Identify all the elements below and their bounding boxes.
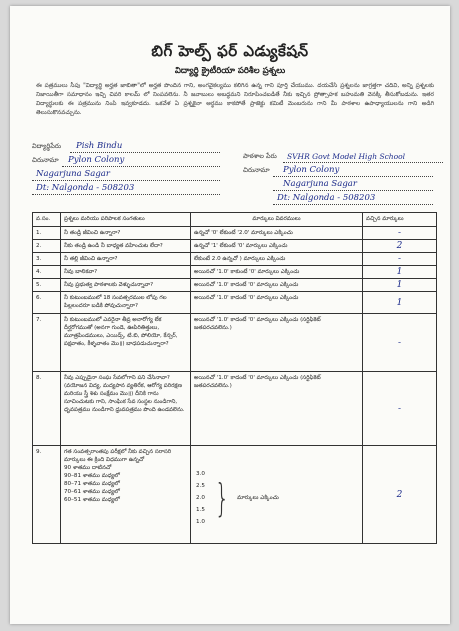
gpa-range-5: 60–51 శాతము మధ్యలో xyxy=(64,497,120,503)
school-address-value-1[interactable]: Pylon Colony xyxy=(283,165,340,175)
table-row xyxy=(33,446,437,544)
row-question: నీ కుటుంబములో ఎవరైనా తీవ్ర అనారోగ్య లేక దీర్ఘరోగముతో (అనగా గుండె, ఊపిరితిత్తులు, మూత్రపిండములు, ఎయిడ్స్, టి.బి, పోలియో, కేన్సర్, పక్షవాతం, కీళ్ళవాతం మొ॥) బాధపడుచున్నారా? xyxy=(61,314,191,372)
gpa-question-text: గత సంవత్సరాంతపు పరీక్షలో నీకు వచ్చిన సరాసరి మార్కులు ఈ క్రింది విధముగా ఉన్నచో xyxy=(64,449,172,463)
row-number: 3. xyxy=(33,253,61,266)
row-score[interactable]: 1 xyxy=(363,292,437,314)
school-name-label: పాఠశాల పేరు xyxy=(243,152,277,160)
gpa-range-1: 90 శాతము దాటినచో xyxy=(64,465,112,471)
score-value: 2.5 xyxy=(196,483,205,489)
school-address-line-1 xyxy=(273,176,433,177)
student-name-value[interactable]: Pish Bindu xyxy=(76,141,123,151)
score-value: 2.0 xyxy=(196,495,205,501)
table-header-row xyxy=(33,213,437,227)
row-score[interactable]: - xyxy=(363,227,437,240)
row-marks-rule: అయినచో '1.0' కాదంటే '0' మార్కులు ఎక్కించు (సర్టిఫికెట్ జతపరచవలెను.) xyxy=(191,372,363,446)
gpa-range-4: 70–61 శాతము మధ్యలో xyxy=(64,489,120,495)
document-subtitle: విద్యార్థి క్రైటీరియా పరిశీల ప్రశ్నలు xyxy=(174,66,286,76)
table-row xyxy=(33,240,437,253)
row-score[interactable]: 2 xyxy=(363,446,437,544)
table-row xyxy=(33,292,437,314)
student-name-label: విద్యార్థిపేరు xyxy=(32,142,61,150)
header-marks-details: మార్కులు వివరములు xyxy=(191,213,363,227)
gpa-range-2: 90–81 శాతము మధ్యలో xyxy=(64,473,120,479)
student-address-value-2[interactable]: Nagarjuna Sagar xyxy=(36,169,110,179)
table-row xyxy=(33,279,437,292)
school-address-line-3 xyxy=(273,204,433,205)
score-values-list xyxy=(194,466,207,530)
header-question: ప్రశ్నలు మరియు పరిపాలక సంగతులు xyxy=(61,213,191,227)
row-marks-rule: ఉన్నచో '1' లేకుంటే '0' మార్కులు ఎక్కించు xyxy=(191,240,363,253)
school-address-value-2[interactable]: Nagarjuna Sagar xyxy=(283,179,357,189)
row-marks-rule: ఉన్నచో '0' లేకుంటే '2.0' మార్కులు ఎక్కించు xyxy=(191,227,363,240)
document-page xyxy=(10,6,450,624)
student-info-block xyxy=(32,141,222,197)
gpa-range-3: 80–71 శాతము మధ్యలో xyxy=(64,481,120,487)
instructions-paragraph: ఈ పత్రములు సీపు "విద్యార్థి అర్హత జాబితా"లో అర్హత పొందిన గాని, అంగవైకల్యము కలిగిన ఉన్న గాని పూర్తి చేయుము. దయచేసి ప్రశ్నలను జాగ్రత్తగా చదివి, అన్ని ప్రశ్నలకు నిజాయితీగా సమాధానం ఇచ్చి చివరి కాలమ్ లో నింపవలెను. నీ జవాబులు అబద్ధమని నిరూపించబడితే నీకు ఇచ్చిన ప్రోత్సాహక బహుమతి వెనక్కి తీసుకోబడును. ఇతర విద్యార్థులకు ఈ పత్రమును నింపి ఇవ్వకూడదు. ఒకవేళ ఏ ప్రశ్నకైనా అర్థము కాకపోతే ప్రాజెక్టు కమిటీ మెంబరును గాని మీ పాఠశాల ఉపాధ్యాయులను గాని అడిగి తెలుసుకొనవచ్చును. xyxy=(36,83,434,116)
score-value: 1.5 xyxy=(196,507,205,513)
row-marks-rule: అయినచో '1.0' కాదంటే '0' మార్కులు ఎక్కించు xyxy=(191,279,363,292)
row-number: 2. xyxy=(33,240,61,253)
table-row xyxy=(33,314,437,372)
row-marks-rule: అయినచో '1.0' కాకుంటే '0' మార్కులు ఎక్కించు xyxy=(191,266,363,279)
document-title: బిగ్ హెల్ప్ ఫర్ ఎడ్యుకేషన్ xyxy=(151,42,309,60)
row-number: 7. xyxy=(33,314,61,372)
row-question: నీ తండ్రి జీవించి ఉన్నారా? xyxy=(61,227,191,240)
student-address-line-1 xyxy=(62,166,220,167)
student-address-line-3 xyxy=(32,194,220,195)
school-address-line-2 xyxy=(273,190,433,191)
row-score[interactable]: - xyxy=(363,314,437,372)
row-score[interactable]: 2 xyxy=(363,240,437,253)
row-number: 8. xyxy=(33,372,61,446)
school-address-value-3[interactable]: Dt: Nalgonda - 508203 xyxy=(277,193,376,203)
student-name-line xyxy=(70,152,220,153)
row-score[interactable]: 1 xyxy=(363,279,437,292)
score-value: 1.0 xyxy=(196,519,205,525)
row-score[interactable]: - xyxy=(363,253,437,266)
row-marks-rule xyxy=(191,446,363,544)
criteria-table xyxy=(32,212,437,544)
school-info-block xyxy=(243,151,443,207)
row-question: నీ తల్లి జీవించి ఉన్నారా? xyxy=(61,253,191,266)
table-row xyxy=(33,227,437,240)
row-number: 9. xyxy=(33,446,61,544)
row-score[interactable]: - xyxy=(363,372,437,446)
school-name-line xyxy=(283,162,443,163)
row-marks-rule: లేకుంటే 2.0 ఉన్నచో ) మార్కులు ఎక్కించు xyxy=(191,253,363,266)
row-question: నీ కుటుంబములో 18 సంవత్సరముల లోపు గల పిల్లలందరూ బడికి పోవుచున్నారా? xyxy=(61,292,191,314)
row-question: నీకు తండ్రి ఉండి నీ బాధ్యత వహించుట లేదా? xyxy=(61,240,191,253)
header-serial: వ.సం. xyxy=(33,213,61,227)
row-number: 6. xyxy=(33,292,61,314)
table-row xyxy=(33,266,437,279)
right-brace-icon: } xyxy=(214,476,230,520)
score-value: 3.0 xyxy=(196,471,205,477)
student-address-line-2 xyxy=(32,180,220,181)
student-address-value-3[interactable]: Dt: Nalgonda - 508203 xyxy=(36,183,135,193)
row-number: 5. xyxy=(33,279,61,292)
student-address-label: చిరునామా xyxy=(32,156,59,164)
header-marks-obtained: వచ్చిన మార్కులు xyxy=(363,213,437,227)
row-number: 1. xyxy=(33,227,61,240)
row-question-gpa xyxy=(61,446,191,544)
row-score[interactable]: 1 xyxy=(363,266,437,279)
row-question: నీవు బాలికవా? xyxy=(61,266,191,279)
row-question: నీవు ప్రభుత్వ పాఠశాలకు వెళ్ళుచున్నావా? xyxy=(61,279,191,292)
school-name-value[interactable]: SVHR Govt Model High School xyxy=(287,152,406,161)
row-marks-rule: అయినచో '1.0' కాదంటే '0' మార్కులు ఎక్కించు (సర్టిఫికెట్ జతపరచవలెను.) xyxy=(191,314,363,372)
school-address-label: చిరునామా xyxy=(243,166,270,174)
student-address-value-1[interactable]: Pylon Colony xyxy=(68,155,125,165)
row-number: 4. xyxy=(33,266,61,279)
table-row xyxy=(33,253,437,266)
gpa-marks-instruction: మార్కులు ఎక్కించు xyxy=(237,495,279,501)
row-question: నీవు ఎప్పుడైనా సంఘ సేవలోగాని పని చేసినావా? (వయోజన విద్య, మద్యపాన వ్యతిరేక, ఆరోగ్య పరిరక్షణ మరియు స్త్రీ శిశు సంక్షేమం మొ॥) దీనికి గాను సూచించుటకు గాని, సాంఘిక సేవ సంస్థల నుండిగాని, ధృవపత్రము నుండిగాని ధ్రువపత్రము పొంది ఉండవలెను. xyxy=(61,372,191,446)
row-marks-rule: అయినచో '1.0' కాదంటే '0' మార్కులు ఎక్కించు xyxy=(191,292,363,314)
table-row xyxy=(33,372,437,446)
